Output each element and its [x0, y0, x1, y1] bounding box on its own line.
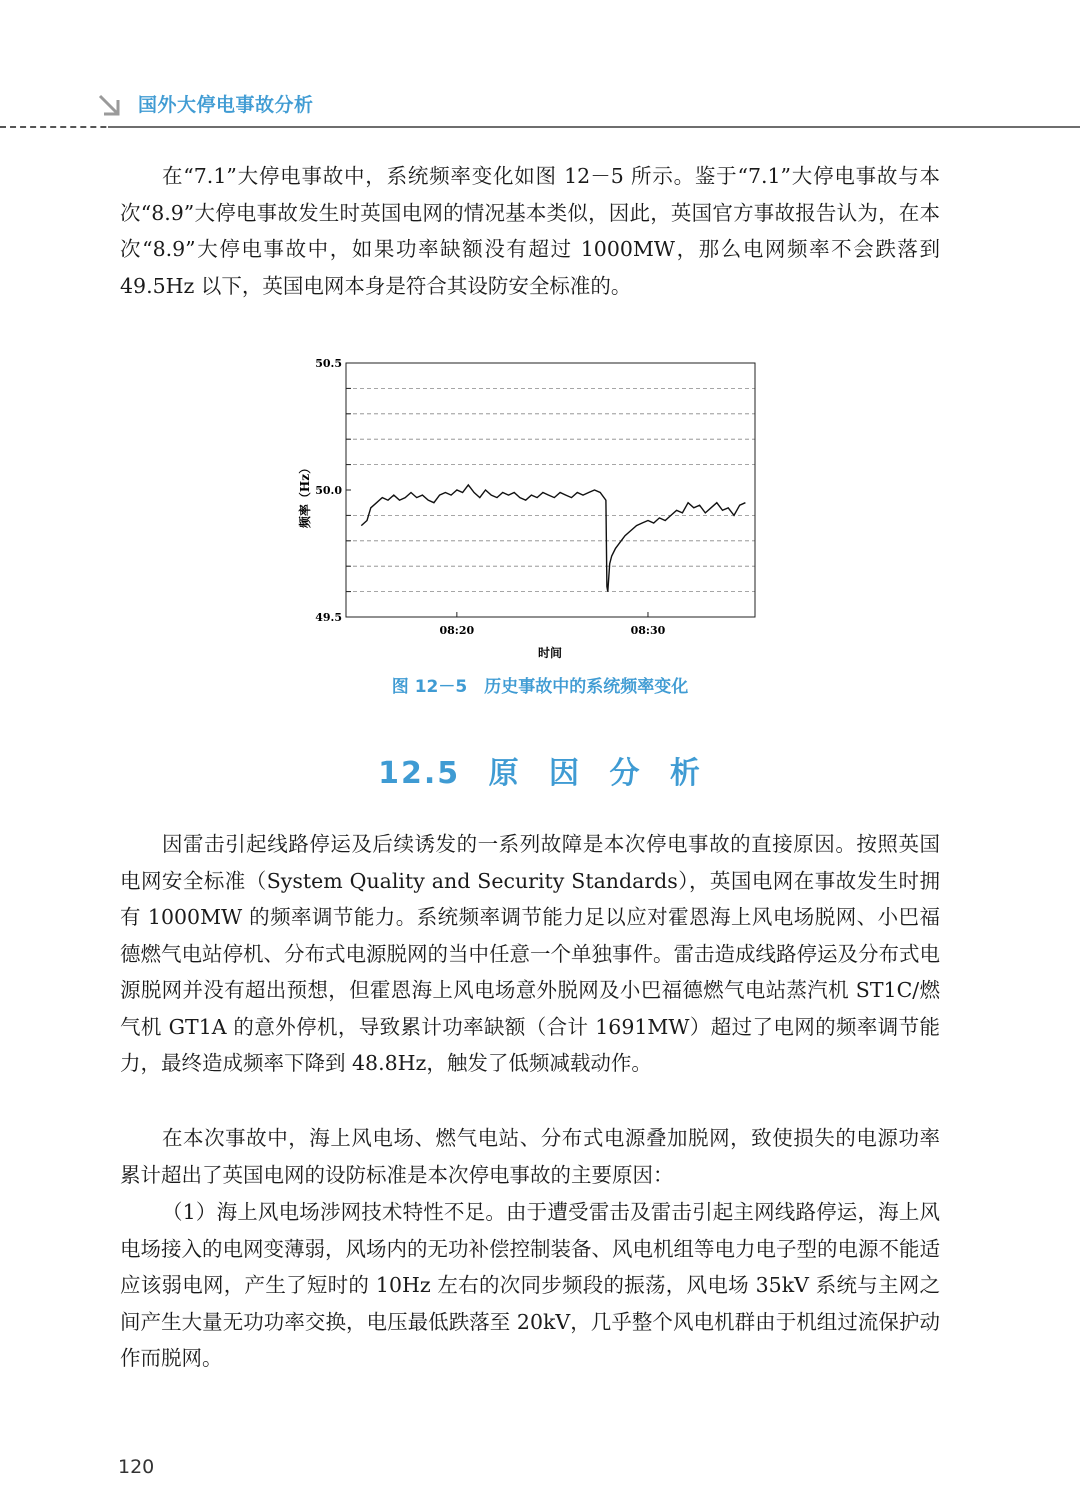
y-tick-label: 49.5 — [315, 611, 342, 624]
frequency-series-line — [361, 485, 745, 592]
section-heading — [0, 748, 1080, 792]
frequency-chart — [290, 355, 770, 667]
paragraph-1: 在“7.1”大停电事故中，系统频率变化如图 12－5 所示。鉴于“7.1”大停电事故与本次“8.9”大停电事故发生时英国电网的情况基本类似，因此，英国官方事故报告认为，在本次“8.9”大停电事故中，如果功率缺额没有超过 1000MW，那么电网频率不会跌落到 49.5Hz 以下，英国电网本身是符合其设防安全标准的。 — [120, 164, 940, 298]
arrow-down-right-icon — [96, 92, 124, 120]
page-number: 120 — [118, 1456, 155, 1478]
section-title-char: 分 — [609, 756, 642, 791]
chart-grid — [346, 388, 755, 591]
x-axis-label: 时间 — [537, 646, 563, 660]
y-tick-label: 50.0 — [315, 484, 342, 497]
section-number: 12.5 — [378, 756, 461, 791]
figure-caption: 图 12－5 历史事故中的系统频率变化 — [391, 677, 689, 697]
x-tick-label: 08:20 — [439, 624, 475, 637]
plot-frame — [346, 363, 755, 617]
section-title-char: 析 — [669, 756, 702, 791]
x-axis-ticks — [440, 612, 666, 637]
x-tick-label: 08:30 — [630, 624, 666, 637]
section-title-char: 因 — [549, 756, 582, 791]
paragraph-2: 因雷击引起线路停运及后续诱发的一系列故障是本次停电事故的直接原因。按照英国电网安全标准（System Quality and Security Standards），英国电网在事故发生时拥有 1000MW 的频率调节能力。系统频率调节能力足以应对霍恩海上风电场脱网、小巴福德燃气电站停机、分布式电源脱网的当中任意一个单独事件。雷击造成线路停运及分布式电源脱网并没有超出预想，但霍恩海上风电场意外脱网及小巴福德燃气电站蒸汽机 ST1C/燃气机 GT1A 的意外停机，导致累计功率缺额（合计 1691MW）超过了电网的频率调节能力，最终造成频率下降到 48.8Hz，触发了低频减载动作。 — [120, 832, 940, 1075]
section-title-char: 原 — [488, 756, 521, 791]
y-tick-label: 50.5 — [315, 357, 342, 370]
paragraph-4: （1）海上风电场涉网技术特性不足。由于遭受雷击及雷击引起主网线路停运，海上风电场接入的电网变薄弱，风场内的无功补偿控制装备、风电机组等电力电子型的电源不能适应该弱电网，产生了短时的 10Hz 左右的次同步频段的振荡，风电场 35kV 系统与主网之间产生大量无功功率交换，电压最低跌落至 20kV，几乎整个风电机群由于机组过流保护动作而脱网。 — [120, 1200, 940, 1370]
y-axis-label: 频率（Hz） — [298, 461, 312, 529]
running-header — [0, 88, 1080, 132]
header-rule — [108, 126, 1080, 128]
paragraph-3: 在本次事故中，海上风电场、燃气电站、分布式电源叠加脱网，致使损失的电源功率累计超出了英国电网的设防标准是本次停电事故的主要原因： — [120, 1126, 940, 1187]
header-title: 国外大停电事故分析 — [138, 94, 314, 116]
